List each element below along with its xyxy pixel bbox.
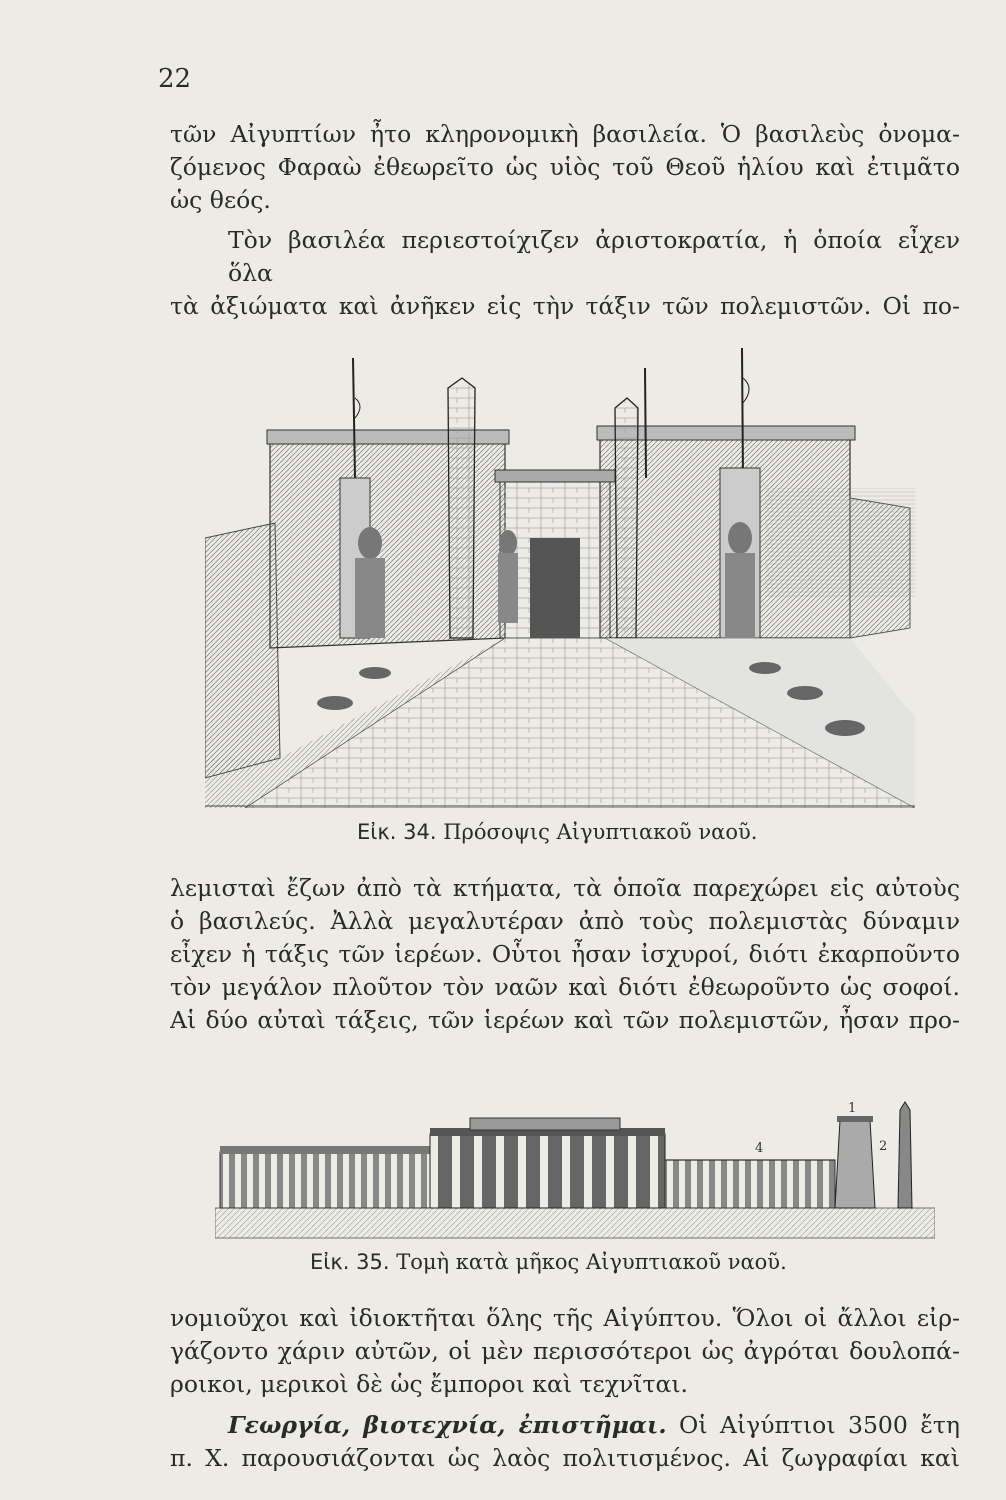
figure-35-caption [310,1250,787,1274]
figure-34-caption-text: Πρόσοψις Αἰγυπτιακοῦ ναοῦ. [443,820,758,844]
text-line: Αἱ δύο αὐταὶ τάξεις, τῶν ἱερέων καὶ τῶν πολεμιστῶν, ἦσαν προ- [170,1006,960,1034]
text-line: ὡς θεός. [170,186,271,214]
text-line: γάζοντο χάριν αὐτῶν, οἱ μὲν περισσότεροι ὡς ἀγρόται δουλοπά- [170,1337,960,1365]
paragraph-aristocracy [170,224,960,323]
text-line: τῶν Αἰγυπτίων ἦτο κληρονομικὴ βασιλεία. Ὁ βασιλεὺς ὀνομα- [170,120,960,148]
paragraph-agriculture [170,1409,960,1475]
section-heading-agriculture: Γεωργία, βιοτεχνία, ἐπιστῆμαι. [228,1411,667,1439]
text-line: π. Χ. παρουσιάζονται ὡς λαὸς πολιτισμένος. Αἱ ζωγραφίαι καὶ [170,1444,960,1472]
text-line [170,1409,960,1442]
temple-section-illustration [215,1090,935,1240]
figure-temple-section [215,1090,935,1240]
figure-35-label: Εἰκ. 35. [310,1250,390,1274]
text-line: ροικοι, μερικοὶ δὲ ὡς ἔμποροι καὶ τεχνῖται. [170,1370,689,1398]
figure-34-label: Εἰκ. 34. [357,820,437,844]
paragraph-kingship [170,118,960,217]
text-line: νομιοῦχοι καὶ ἰδιοκτῆται ὅλης τῆς Αἰγύπτου. Ὅλοι οἱ ἄλλοι εἰρ- [170,1304,960,1332]
text-line: τὰ ἀξιώματα καὶ ἀνῆκεν εἰς τὴν τάξιν τῶν πολεμιστῶν. Οἱ πο- [170,292,960,320]
section-marker-1: 1 [848,1101,857,1116]
page-number: 22 [158,64,192,94]
temple-facade-illustration [205,338,915,808]
text-line: ζόμενος Φαραὼ ἐθεωρεῖτο ὡς υἱὸς τοῦ Θεοῦ ἡλίου καὶ ἐτιμᾶτο [170,153,960,181]
text-line: εἶχεν ἡ τάξις τῶν ἱερέων. Οὗτοι ἦσαν ἰσχυροί, διότι ἐκαρποῦντο [170,940,960,968]
paragraph-landowners [170,1302,960,1401]
text-span: Οἱ Αἰγύπτιοι 3500 ἔτη [679,1411,960,1439]
paragraph-priests [170,872,960,1037]
section-marker-2: 2 [879,1139,888,1154]
text-line: Τὸν βασιλέα περιεστοίχιζεν ἀριστοκρατία, ἡ ὁποία εἶχεν ὅλα [228,226,960,287]
text-line: ὁ βασιλεύς. Ἀλλὰ μεγαλυτέραν ἀπὸ τοὺς πολεμιστὰς δύναμιν [170,907,960,935]
text-line: τὸν μεγάλον πλοῦτον τὸν ναῶν καὶ διότι ἐθεωροῦντο ὡς σοφοί. [170,973,960,1001]
figure-temple-facade [205,338,915,808]
text-line: λεμισταὶ ἔζων ἀπὸ τὰ κτήματα, τὰ ὁποῖα παρεχώρει εἰς αὐτοὺς [170,874,960,902]
section-marker-4: 4 [755,1141,764,1156]
figure-34-caption [357,820,757,844]
figure-35-caption-text: Τομὴ κατὰ μῆκος Αἰγυπτιακοῦ ναοῦ. [396,1250,787,1274]
